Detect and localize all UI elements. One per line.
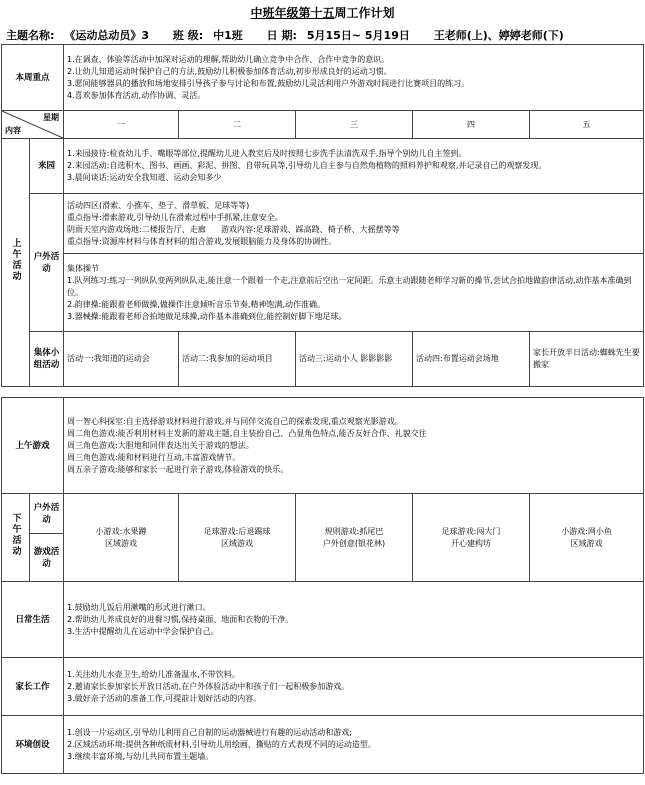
games-item: 周一智心科探室:自主选择游戏材料进行游戏,并与同伴交流自己的探索发现,重点观察光影游戏。: [67, 416, 403, 426]
environment-item: 1.创设一片运动区,引导幼儿利用自己自制的运动器械进行有趣的运动活动和游戏;: [67, 727, 352, 737]
focus-item: 4.喜欢参加体育活动,动作协调、灵活。: [67, 90, 206, 100]
class-label: 班 级:: [172, 29, 204, 42]
games-label: 上午游戏: [2, 398, 64, 494]
date-label: 日 期:: [266, 29, 297, 42]
afternoon-outdoor-item: 规则游戏:抓尾巴: [324, 526, 384, 536]
theme-value: 《运动总动员》3: [64, 29, 150, 42]
focus-label: 本周重点: [2, 45, 64, 111]
afternoon-game-label: 游戏活动: [30, 534, 64, 582]
parents-item: 3.做好亲子活动的准备工作,可提前计划好活动的内容。: [67, 693, 262, 703]
afternoon-outdoor-item: 小游戏:网小鱼: [561, 526, 612, 536]
daily-row: [2, 582, 644, 658]
daily-content: [64, 582, 644, 658]
group-activity-cell: 活动一:我知道的运动会: [64, 332, 179, 387]
day-header: 二: [179, 111, 296, 139]
afternoon-outdoor-label: 户外活动: [30, 494, 64, 534]
day-header: 四: [413, 111, 530, 139]
title-week-number: 十五: [310, 6, 335, 20]
plan-table-top: [1, 44, 644, 387]
environment-item: 3.继续丰富环境,与幼儿共同布置主题墙。: [67, 751, 214, 761]
arrival-item: 2.来园活动:自选积木、图书、画画、彩泥、拼图、自带玩具等,引导幼儿自主参与自然角植物的照料养护和观察,并记录自己的观察发现。: [67, 161, 547, 170]
afternoon-label-text: 下午活动: [10, 513, 21, 557]
parents-row: [2, 658, 644, 716]
daily-item: 2.帮助幼儿养成良好的进餐习惯,保持桌面、地面和衣物的干净。: [67, 614, 294, 624]
class-value: 中1班: [213, 29, 243, 42]
focus-item: 2.让幼儿知道运动时保护自己的方法,鼓励幼儿积极参加体育活动,初步形成良好的运动习惯。: [67, 66, 392, 76]
afternoon-section-label: [2, 494, 30, 582]
games-item: 周二角色游戏:能否利用材料主发新的游戏主题,自主装扮自己、凸显角色特点,能否友好合作、礼貌交往: [67, 428, 427, 438]
theme-field: [6, 29, 159, 42]
days-corner-cell: [2, 111, 64, 139]
title-suffix: 周工作计划: [334, 6, 395, 20]
afternoon-outdoor-item: 足球游戏:闯大门: [441, 526, 501, 536]
group-activity-cell: 活动二:我参加的运动项目: [179, 332, 296, 387]
focus-item: 3.愿间能够器具的播放和场地安排引导孩子参与讨论和布置,鼓励幼儿灵活利用户外游戏时间进行比赛项目的练习。: [67, 78, 470, 88]
environment-label: 环境创设: [2, 716, 64, 774]
theme-label: 主题名称:: [6, 29, 55, 42]
group-activity-label: 集体小组活动: [30, 332, 64, 387]
afternoon-outdoor-item: 足球游戏:后退踢球: [203, 526, 271, 536]
games-item: 周三角色游戏:能和材料进行互动,丰富游戏情节。: [67, 452, 241, 462]
outdoor-item: 集体操节: [67, 263, 100, 273]
parents-content: [64, 658, 644, 716]
day-header: 三: [296, 111, 413, 139]
plan-table-bottom: [1, 397, 644, 774]
day-header: 五: [530, 111, 644, 139]
arrival-row: [2, 139, 644, 194]
focus-row: [2, 45, 644, 111]
focus-item: 1.在调查、体验等活动中加深对运动的理解,帮助幼儿确立竞争中合作、合作中竞争的意识。: [67, 54, 390, 64]
games-content: [64, 398, 644, 494]
days-row: [2, 111, 644, 139]
morning-label-text: 上午活动: [10, 238, 21, 282]
group-activity-row: [2, 332, 644, 387]
morning-section-label: [2, 139, 30, 387]
day-header: 一: [64, 111, 179, 139]
group-activity-cell: 活动四:布置运动会场地: [413, 332, 530, 387]
class-field: [173, 29, 253, 42]
afternoon-game-item: 户外创意(银花林): [322, 538, 386, 548]
environment-content: [64, 716, 644, 774]
afternoon-cell: [296, 494, 413, 582]
arrival-item: 1.来园接待:检查幼儿手、嘴眼等部位,提醒幼儿进入教室后及时按照七步洗手法清洗双手,指导个别幼儿自主签到。: [67, 149, 467, 158]
games-item: 周三角色游戏:大胆地和同伴表达出关于游戏的想法。: [67, 440, 254, 450]
afternoon-outdoor-item: 小游戏:水果蹲: [95, 526, 147, 536]
outdoor-item: 重点指导:资源库材料与体育材料的组合游戏,发展眼脑能力及身体的协调性。: [67, 236, 337, 246]
afternoon-outdoor-row: [2, 494, 644, 534]
rainy-venue: 阴雨天室内游戏场地:二楼报告厅、走廊: [67, 224, 206, 234]
date-value: 5月15日~ 5月19日: [306, 29, 410, 42]
title-grade: 中班: [250, 6, 275, 20]
games-item: 周五亲子游戏:能够和家长一起进行亲子游戏,体验游戏的快乐。: [67, 464, 289, 474]
corner-weekday-label: 星期: [43, 113, 60, 122]
arrival-content: [64, 139, 644, 194]
outdoor-label: 户外活动: [30, 194, 64, 332]
parents-item: 1.关注幼儿水壶卫生,给幼儿准备温水,不带饮料。: [67, 669, 240, 679]
daily-item: 1.鼓励幼儿饭后用漱嘴的形式进行漱口。: [67, 602, 211, 612]
afternoon-cell: [179, 494, 296, 582]
daily-item: 3.生活中提醒幼儿在运动中学会保护自己。: [67, 626, 219, 636]
parents-item: 2.邀请家长参加家长开放日活动,在户外体验活动中和孩子们一起积极参加游戏。: [67, 681, 350, 691]
page-title: [0, 4, 645, 21]
outdoor-content-1: [64, 194, 644, 254]
date-field: [267, 29, 420, 42]
rainy-games: 游戏内容:足球游戏、踩高跷、椅子桥、大摇摆等等: [220, 224, 400, 234]
environment-item: 2.区域活动环境:提供各种纸质材料,引导幼儿用绘画、撕贴的方式表现不同的运动造型。: [67, 739, 376, 749]
afternoon-game-item: 区域游戏: [105, 538, 138, 548]
afternoon-game-item: 区域游戏: [221, 538, 254, 548]
outdoor-item: 3.器械操:能跟着老师合拍地做足球操,动作基本准确到位,能控制好脚下地足球。: [67, 311, 347, 321]
afternoon-cell: [413, 494, 530, 582]
afternoon-cell: [530, 494, 644, 582]
corner-content-label: 内容: [5, 126, 21, 135]
plan-header: [6, 27, 642, 43]
arrival-item: 3.晨间谈话:运动安全我知道、运动会知多少: [67, 173, 222, 182]
outdoor-item: 1.队列练习:练习一列纵队变两列纵队走,能注意一个跟着一个走,注意前后空出一定间距。乐意主动跟随老师学习新的操节,尝试合拍地做韵律活动,动作基本准确到位。: [67, 275, 632, 297]
outdoor-row-1: [2, 194, 644, 254]
teachers: 王老师(上)、婷婷老师(下): [433, 29, 564, 42]
title-grade-suffix: 年级第: [274, 6, 311, 20]
outdoor-row-2: [2, 254, 644, 332]
afternoon-cell: [64, 494, 179, 582]
afternoon-game-item: 开心建构坊: [451, 538, 492, 548]
environment-row: [2, 716, 644, 774]
group-activity-cell: 活动三:运动小人 影影影影: [296, 332, 413, 387]
outdoor-item: 2.韵律操:能跟着老师做操,做操作注意倾听音乐节奏,精神饱满,动作准确。: [67, 299, 325, 309]
games-row: [2, 398, 644, 494]
parents-label: 家长工作: [2, 658, 64, 716]
arrival-label: 来园: [30, 139, 64, 194]
focus-content: [64, 45, 644, 111]
daily-label: 日常生活: [2, 582, 64, 658]
afternoon-game-item: 区域游戏: [570, 538, 603, 548]
outdoor-content-2: [64, 254, 644, 332]
outdoor-item: 活动四区(滑索、小推车、垫子、滑草板、足球等等): [67, 200, 250, 210]
group-activity-cell: 家长开放半日活动:蜘蛛先生要搬家: [530, 332, 644, 387]
outdoor-item: [67, 224, 640, 236]
outdoor-item: 重点指导:滑索游戏,引导幼儿在滑索过程中手抓紧,注意安全。: [67, 212, 283, 222]
